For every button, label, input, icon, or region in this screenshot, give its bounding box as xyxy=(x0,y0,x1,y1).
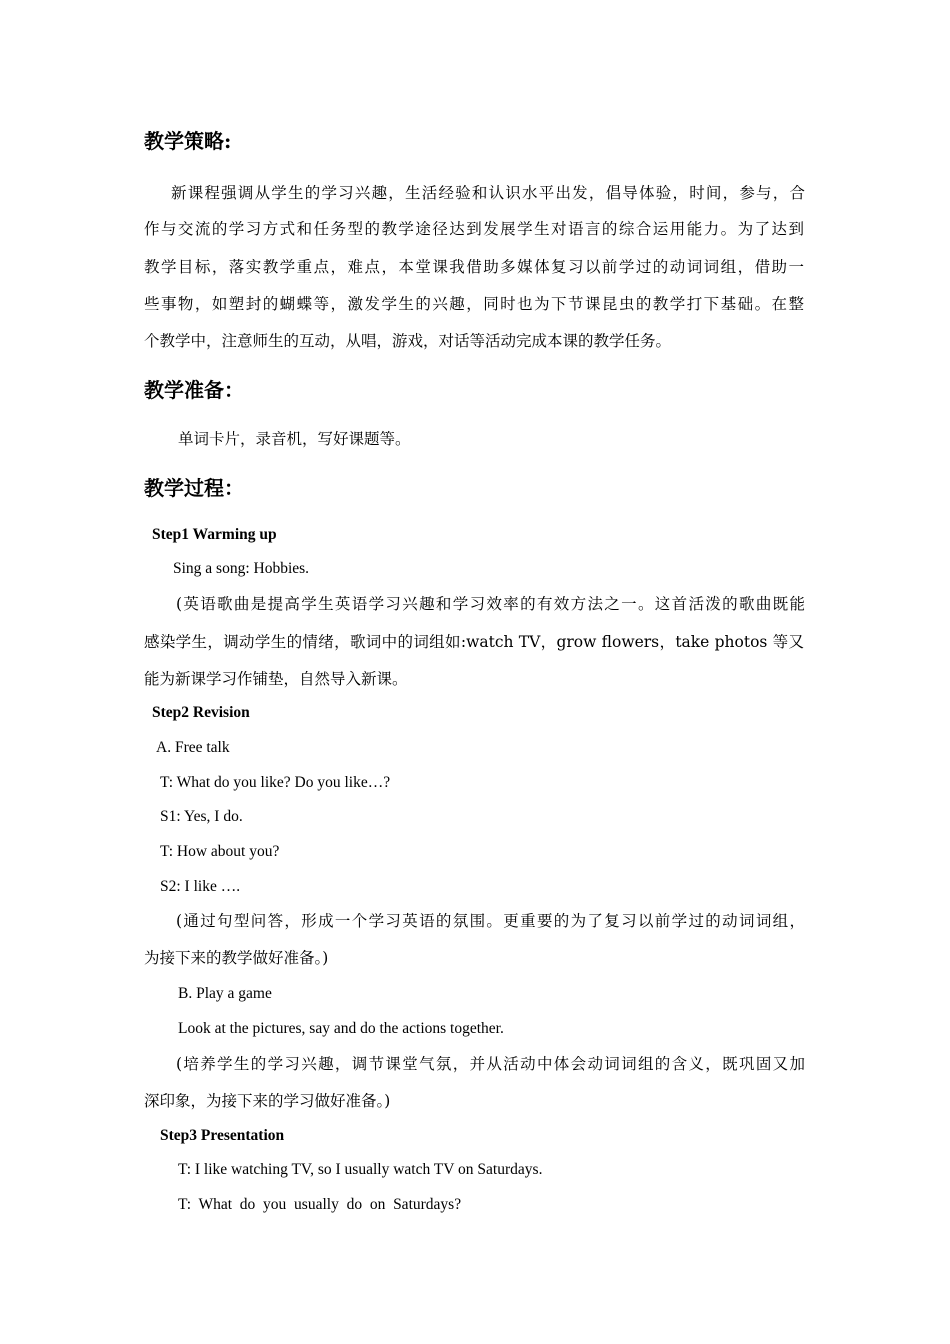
step2-note-b-line-1: (培养学生的学习兴趣，调节课堂气氛，并从活动中体会动词词组的含义，既巩固又加 xyxy=(176,1055,805,1073)
strategy-line-5: 个教学中，注意师生的互动，从唱，游戏，对话等活动完成本课的教学任务。 xyxy=(144,332,672,350)
step2-game-label: B. Play a game xyxy=(178,985,272,1002)
dialogue-line-4: S2: I like …. xyxy=(160,878,241,895)
step2-title: Step2 Revision xyxy=(152,704,250,721)
preparation-text: 单词卡片，录音机，写好课题等。 xyxy=(178,430,411,448)
step2-game-text: Look at the pictures, say and do the actions together. xyxy=(178,1020,504,1037)
step1-note-line-3: 能为新课学习作铺垫，自然导入新课。 xyxy=(144,670,408,688)
step3-line-1: T: I like watching TV, so I usually watch TV on Saturdays. xyxy=(178,1161,543,1178)
step3-line-2: T: What do you usually do on Saturdays? xyxy=(178,1196,462,1213)
step1-title: Step1 Warming up xyxy=(152,526,277,543)
strategy-line-2: 作与交流的学习方式和任务型的教学途径达到发展学生对语言的综合运用能力。为了达到 xyxy=(144,220,804,238)
process-heading: 教学过程： xyxy=(144,476,244,500)
step1-song: Sing a song: Hobbies. xyxy=(173,560,310,577)
strategy-line-4: 些事物，如塑封的蝴蝶等，激发学生的兴趣，同时也为下节课昆虫的教学打下基础。在整 xyxy=(144,295,804,313)
step2-note-a-line-1: (通过句型问答，形成一个学习英语的氛围。更重要的为了复习以前学过的动词词组， xyxy=(176,912,805,930)
strategy-heading: 教学策略: xyxy=(144,129,232,153)
strategy-line-3: 教学目标，落实教学重点，难点，本堂课我借助多媒体复习以前学过的动词词组，借助一 xyxy=(144,258,804,276)
step2-note-b-line-2: 深印象，为接下来的学习做好准备。) xyxy=(144,1092,391,1110)
step2-note-a-line-2: 为接下来的教学做好准备。) xyxy=(144,949,329,967)
step3-title: Step3 Presentation xyxy=(160,1127,285,1144)
step1-note-line-2: 感染学生，调动学生的情绪，歌词中的词组如:watch TV，grow flowers，take photos 等又 xyxy=(144,633,804,651)
preparation-heading: 教学准备： xyxy=(144,378,244,402)
step2-free-talk-label: A. Free talk xyxy=(156,739,230,756)
dialogue-line-3: T: How about you? xyxy=(160,843,280,860)
step1-note-line-1: (英语歌曲是提高学生英语学习兴趣和学习效率的有效方法之一。这首活泼的歌曲既能 xyxy=(176,595,805,613)
dialogue-line-1: T: What do you like? Do you like…? xyxy=(160,774,391,791)
dialogue-line-2: S1: Yes, I do. xyxy=(160,808,243,825)
strategy-line-1: 新课程强调从学生的学习兴趣，生活经验和认识水平出发，倡导体验，时间，参与，合 xyxy=(171,184,805,202)
